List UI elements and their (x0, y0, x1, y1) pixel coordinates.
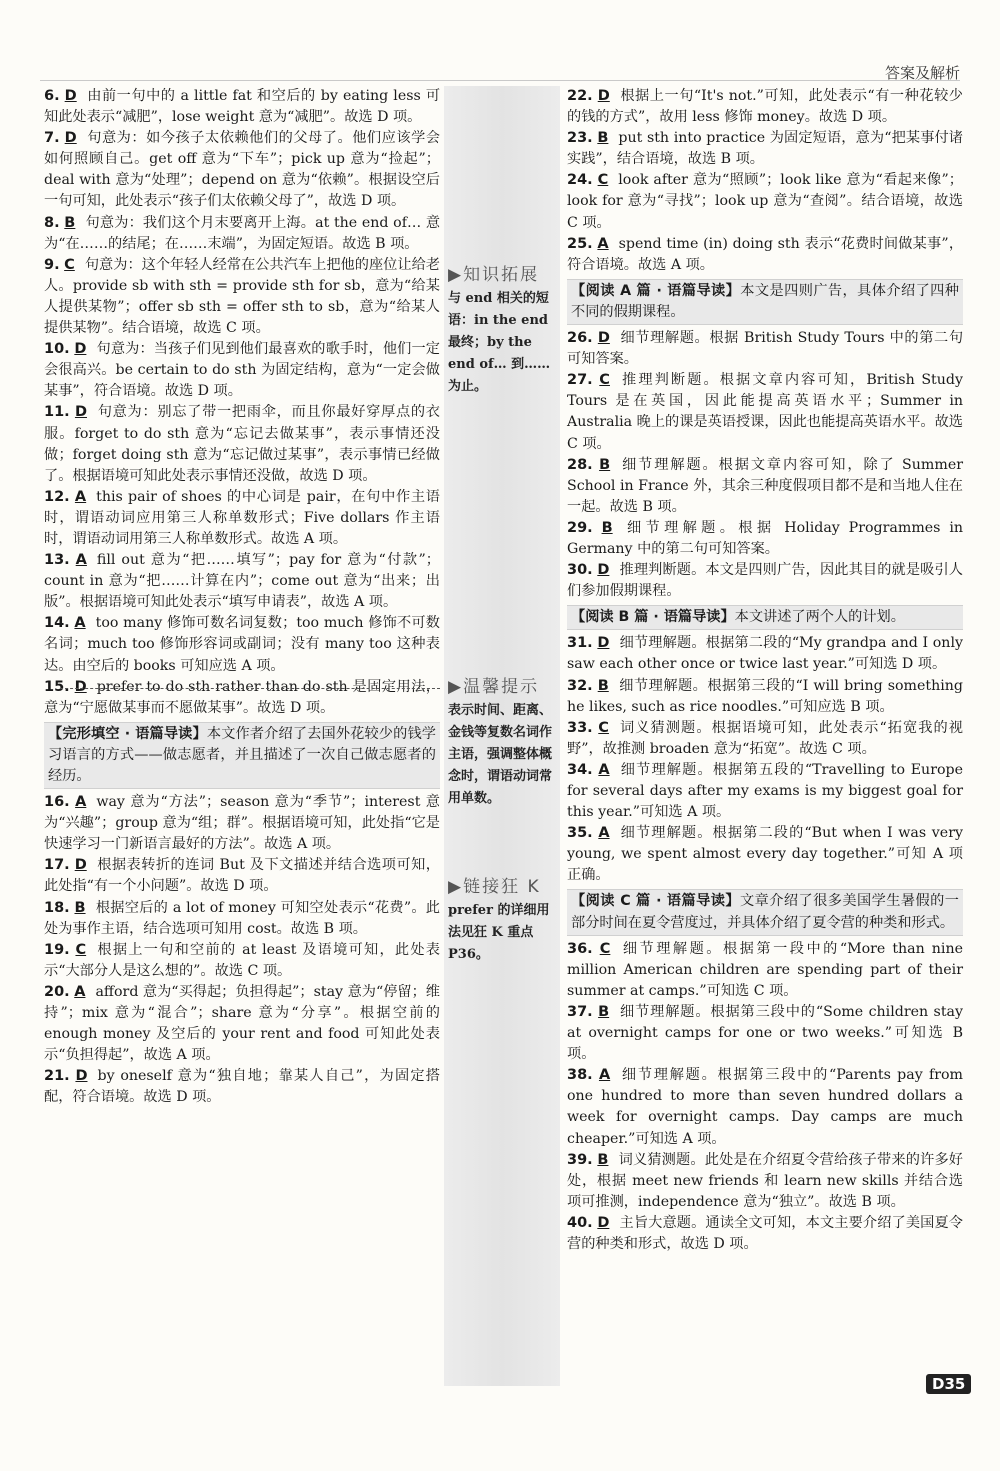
question-number: 39. (567, 1151, 593, 1168)
question-number: 27. (567, 372, 593, 389)
explanation-text: 推理判断题。根据文章内容可知，British Study Tours 是在英国，因此能提高英语水平；Summer in Australia 晚上的课是英语授课，因此也能提高英语水平。故选 C 项。 (567, 372, 963, 452)
question-number: 7. (44, 130, 60, 147)
answer-item (44, 213, 440, 255)
side-note-body: prefer 的详细用法见狂 K 重点 P36。 (448, 903, 550, 962)
explanation-text: 细节理解题。根据第五段的“Travelling to Europe for several days after my exams is my biggest goal for this year.”可知选 A 项。 (567, 761, 963, 821)
answer-item (567, 86, 963, 128)
passage-guide (567, 279, 963, 325)
left-column (44, 86, 440, 1109)
answer-item (567, 760, 963, 823)
question-number: 40. (567, 1214, 593, 1231)
side-note-tip (448, 676, 556, 810)
question-number: 35. (567, 825, 593, 842)
guide-label: 【完形填空 · 语篇导读】 (48, 725, 207, 742)
explanation-text: 根据表转折的连词 But 及下文描述并结合选项可知，此处指“有一个小问题”。故选 D 项。 (44, 857, 440, 895)
question-number: 11. (44, 404, 70, 421)
answer-letter: A (598, 761, 610, 778)
answer-item (567, 1213, 963, 1255)
question-number: 16. (44, 794, 70, 811)
answer-letter: C (597, 172, 609, 189)
explanation-text: too many 修饰可数名词复数；too much 修饰不可数名词；much too 修饰形容词或副词；没有 many too 这种表达。由空后的 books 可知应选 A 项。 (44, 615, 440, 674)
answer-letter: B (597, 130, 609, 147)
answer-item (567, 128, 963, 170)
question-number: 9. (44, 256, 60, 273)
explanation-text: 词义猜测题。根据语境可知，此处表示“拓宽我的视野”，故推测 broaden 意为“拓宽”。故选 C 项。 (567, 719, 963, 757)
explanation-text: spend time (in) doing sth 表示“花费时间做某事”，符合语境。故选 A 项。 (567, 235, 964, 273)
question-number: 36. (567, 940, 593, 957)
answer-item (567, 823, 963, 886)
question-number: 8. (44, 214, 60, 231)
answer-letter: D (597, 562, 610, 579)
question-number: 30. (567, 562, 593, 579)
explanation-text: way 意为“方法”；season 意为“季节”；interest 意为“兴趣”；group 意为“组；群”。根据语境可知，此处指“它是快速学习一门新语言最好的方法”。故选 A 项。 (44, 794, 440, 853)
header-rule (40, 80, 960, 81)
answer-letter: A (598, 1067, 611, 1084)
answer-letter: D (597, 88, 610, 104)
explanation-text: 细节理解题。根据 British Study Tours 中的第二句可知答案。 (567, 330, 964, 368)
passage-guide (44, 722, 440, 789)
explanation-text: look after 意为“照顾”；look like 意为“看起来像”；look for 意为“寻找”；look up 意为“查阅”。结合语境，故选 C 项。 (567, 172, 963, 231)
answer-item (567, 455, 963, 518)
answer-letter: D (75, 1068, 88, 1085)
explanation-text: 句意为：我们这个月末要离开上海。at the end of… 意为“在……的结尾；在……末端”，为固定短语。故选 B 项。 (44, 214, 441, 252)
explanation-text: 由前一句中的 a little fat 和空后的 by eating less 可知此处表示“减肥”，lose weight 意为“减肥”。故选 D 项。 (44, 88, 441, 126)
question-number: 23. (567, 130, 593, 147)
question-number: 31. (567, 635, 593, 652)
answer-letter: B (598, 1003, 610, 1020)
question-number: 24. (567, 172, 593, 189)
answer-letter: D (74, 404, 87, 421)
answer-letter: A (597, 235, 609, 252)
side-note-body: 表示时间、距离、金钱等复数名词作主语，强调整体概念时，谓语动词常用单数。 (448, 703, 553, 806)
answer-item (44, 339, 440, 402)
answer-letter: C (598, 719, 609, 736)
question-number: 19. (44, 941, 70, 958)
answer-item (567, 939, 963, 1002)
answer-item (567, 1002, 963, 1065)
answer-letter: D (74, 857, 87, 874)
explanation-text: 本文作者介绍了去国外花较少的钱学习语言的方式——做志愿者，并且描述了一次自己做志愿者的经历。 (48, 725, 436, 784)
answer-letter: D (597, 330, 610, 347)
answer-item (567, 234, 963, 276)
answer-item (44, 982, 440, 1066)
answer-item (44, 402, 440, 486)
explanation-text: 文章介绍了很多美国学生暑假的一部分时间在夏令营度过，并具体介绍了夏令营的种类和形式。 (571, 893, 959, 931)
answer-item (44, 550, 440, 613)
answer-letter: B (64, 214, 76, 231)
question-number: 22. (567, 88, 593, 104)
answer-item (44, 792, 440, 855)
answer-item (567, 328, 963, 370)
explanation-text: prefer to do sth rather than do sth 是固定用法，意为“宁愿做某事而不愿做某事”。故选 D 项。 (44, 678, 440, 716)
answer-letter: C (64, 256, 75, 273)
explanation-text: 本文讲述了两个人的计划。 (734, 609, 905, 626)
note-dashed-rule (60, 688, 440, 689)
answer-item (567, 370, 963, 454)
explanation-text: afford 意为“买得起；负担得起”；stay 意为“停留；维持”；mix 意为“混合”；share 意为“分享”。根据空前的 enough money 及空后的 your rent and food 可知此处表示“负担得起”，故选 A 项。 (44, 983, 440, 1064)
answer-item (44, 898, 440, 940)
answer-letter: B (601, 519, 613, 536)
answer-item (567, 1065, 963, 1149)
passage-guide (567, 889, 963, 935)
answer-item (44, 855, 440, 897)
explanation-text: 细节理解题。根据文章内容可知，除了 Summer School in France 外，其余三种度假项目都不是和当地人住在一起。故选 B 项。 (567, 456, 964, 515)
side-note-heading: ▶温馨提示 (448, 677, 540, 697)
explanation-text: put sth into practice 为固定短语，意为“把某事付诸实践”，结合语境，故选 B 项。 (567, 130, 963, 168)
question-number: 15. (44, 678, 70, 695)
answer-letter: D (74, 341, 87, 358)
question-number: 14. (44, 615, 70, 632)
side-note-knowledge (448, 264, 556, 398)
answer-item (567, 170, 963, 233)
explanation-text: 细节理解题。根据第三段中的“Parents pay from one hundred to more than seven hundred dollars a week for overnight camps. Day camps are much cheaper.”可知选 A 项。 (567, 1067, 963, 1147)
answer-item (44, 613, 440, 676)
answer-letter: C (599, 372, 610, 389)
side-note-heading: ▶链接狂 K (448, 877, 541, 897)
explanation-text: 根据上一句和空前的 at least 及语境可知，此处表示“大部分人是这么想的”。故选 C 项。 (44, 941, 440, 979)
explanation-text: 细节理解题。根据第二段的“My grandpa and I only saw each other once or twice last year.”可知选 D 项。 (567, 635, 963, 673)
explanation-text: 句意为：这个年轻人经常在公共汽车上把他的座位让给老人。provide sb with sth = provide sth for sb，意为“给某人提供某物”；offer sb sth = offer sth to sb，意为“给某人提供某物”。结合语境，故选 C 项。 (44, 256, 440, 337)
question-number: 38. (567, 1067, 593, 1084)
explanation-text: 句意为：别忘了带一把雨伞，而且你最好穿厚点的衣服。forget to do sth 意为“忘记去做某事”，表示事情还没做；forget doing sth 意为“忘记做过某事”，表示事情已经做了。根据语境可知此处表示事情还没做，故选 D 项。 (44, 404, 440, 484)
question-number: 12. (44, 488, 70, 505)
explanation-text: this pair of shoes 的中心词是 pair，在句中作主语时，谓语动词应用第三人称单数形式；Five dollars 作主语时，谓语动词用第三人称单数形式。故选 A 项。 (44, 488, 440, 547)
page-header-title: 答案及解析 (884, 64, 960, 82)
question-number: 37. (567, 1003, 593, 1020)
answer-letter: C (75, 941, 87, 958)
answer-letter: A (75, 794, 87, 811)
answer-item (44, 940, 440, 982)
answer-letter: D (64, 88, 77, 104)
question-number: 21. (44, 1068, 70, 1085)
question-number: 18. (44, 899, 70, 916)
answer-letter: A (598, 825, 610, 842)
answer-item (44, 86, 440, 128)
explanation-text: 根据空后的 a lot of money 可知空处表示“花费”。此处为事作主语，结合选项可知用 cost。故选 B 项。 (44, 899, 440, 937)
answer-letter: A (74, 615, 86, 632)
answer-letter: B (597, 1151, 609, 1168)
question-number: 17. (44, 857, 70, 874)
question-number: 34. (567, 761, 593, 778)
explanation-text: 句意为：当孩子们见到他们最喜欢的歌手时，他们一定会很高兴。be certain to do sth 为固定结构，意为“一定会做某事”，符合语境。故选 D 项。 (44, 341, 440, 400)
explanation-text: fill out 意为“把……填写”；pay for 意为“付款”；count in 意为“把……计算在内”；come out 意为“出来；出版”。根据语境可知此处表示“填写申请表”，故选 A 项。 (44, 552, 440, 611)
answer-item (567, 518, 963, 560)
question-number: 13. (44, 552, 70, 569)
answer-item (567, 1150, 963, 1213)
explanation-text: by oneself 意为“独自地；靠某人自己”，为固定搭配，符合语境。故选 D 项。 (44, 1068, 440, 1106)
side-note-link (448, 876, 556, 966)
answer-item (44, 487, 440, 550)
answer-item (567, 676, 963, 718)
explanation-text: 细节理解题。根据第二段的“But when I was very young, we spent almost every day together.”可知 A 项正确。 (567, 825, 963, 884)
answer-letter: A (75, 552, 87, 569)
question-number: 33. (567, 719, 593, 736)
answer-letter: B (599, 456, 611, 473)
question-number: 26. (567, 330, 593, 347)
answer-letter: B (74, 899, 86, 916)
answer-item (44, 128, 440, 212)
explanation-text: 细节理解题。根据第三段的“I will bring something he likes, such as rice noodles.”可知应选 B 项。 (567, 677, 963, 715)
answer-item (44, 677, 440, 719)
answer-letter: D (597, 1214, 610, 1231)
question-number: 6. (44, 88, 60, 104)
answer-letter: C (599, 940, 611, 957)
answer-item (567, 718, 963, 760)
explanation-text: 细节理解题。根据 Holiday Programmes in Germany 中的第二句可知答案。 (567, 519, 963, 557)
guide-label: 【阅读 A 篇 · 语篇导读】 (571, 282, 741, 299)
answer-letter: A (74, 488, 87, 505)
question-number: 29. (567, 519, 593, 536)
answer-item (567, 633, 963, 675)
answer-item (44, 1066, 440, 1108)
explanation-text: 细节理解题。根据第一段中的“More than nine million American children are spending part of their summer at camps.”可知选 C 项。 (567, 940, 963, 999)
answer-item (44, 255, 440, 339)
question-number: 25. (567, 235, 593, 252)
side-note-body: 与 end 相关的短语：in the end 最终；by the end of… 到……为止。 (448, 291, 551, 394)
page-number: D35 (926, 1374, 971, 1394)
explanation-text: 句意为：如今孩子太依赖他们的父母了。他们应该学会如何照顾自己。get off 意为“下车”；pick up 意为“捡起”；deal with 意为“处理”；depend on 意为“依赖”。根据设空后一句可知，此处表示“孩子们太依赖父母了”，故选 D 项。 (44, 130, 440, 210)
answer-item (567, 560, 963, 602)
question-number: 10. (44, 341, 70, 358)
explanation-text: 主旨大意题。通读全文可知，本文主要介绍了美国夏令营的种类和形式，故选 D 项。 (567, 1214, 963, 1252)
explanation-text: 推理判断题。本文是四则广告，因此其目的就是吸引人们参加假期课程。 (567, 562, 963, 600)
question-number: 20. (44, 983, 70, 1000)
answer-letter: A (74, 983, 86, 1000)
passage-guide (567, 605, 963, 630)
guide-label: 【阅读 B 篇 · 语篇导读】 (571, 609, 735, 626)
answer-letter: D (74, 678, 87, 695)
right-column (567, 86, 963, 1255)
answer-letter: D (597, 635, 610, 652)
explanation-text: 根据上一句“It's not.”可知，此处表示“有一种花较少的钱的方式”，故用 less 修饰 money。故选 D 项。 (567, 88, 963, 126)
question-number: 32. (567, 677, 593, 694)
answer-letter: D (64, 130, 77, 147)
side-note-heading: ▶知识拓展 (448, 265, 540, 285)
explanation-text: 词义猜测题。此处是在介绍夏令营给孩子带来的许多好处，根据 meet new friends 和 learn new skills 并结合选项可推测，independence 意为“独立”。故选 B 项。 (567, 1151, 963, 1210)
question-number: 28. (567, 456, 593, 473)
explanation-text: 本文是四则广告，具体介绍了四种不同的假期课程。 (571, 282, 959, 320)
explanation-text: 细节理解题。根据第三段中的“Some children stay at overnight camps for one or two weeks.”可知选 B 项。 (567, 1003, 963, 1063)
answer-letter: B (597, 677, 609, 694)
guide-label: 【阅读 C 篇 · 语篇导读】 (571, 893, 740, 910)
